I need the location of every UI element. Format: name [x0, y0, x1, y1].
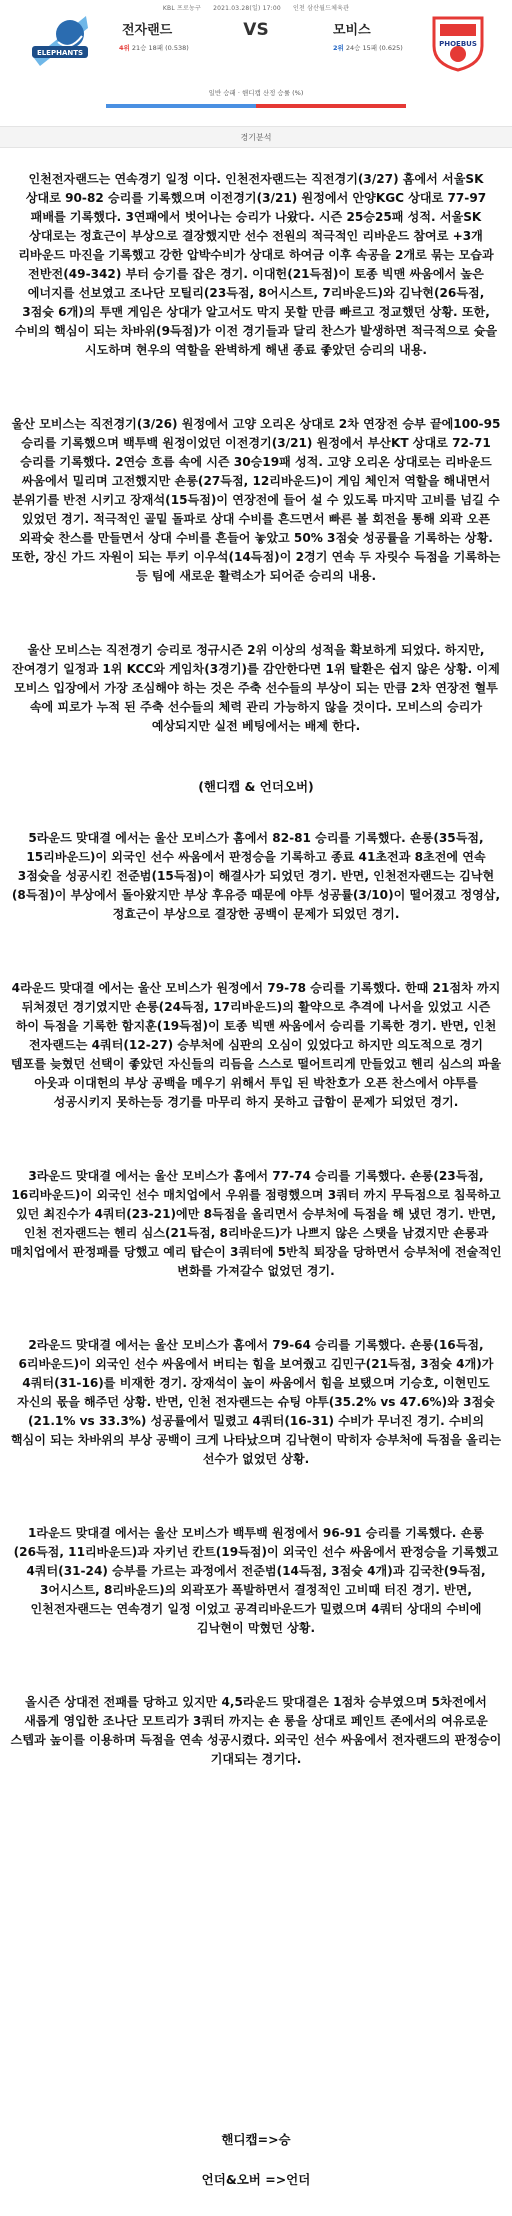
match-venue: 인천 삼산월드체육관 — [293, 5, 350, 12]
vs-label: VS — [243, 20, 269, 40]
analysis-paragraph-summary: 올시즌 상대전 전패를 당하고 있지만 4,5라운드 맞대결은 1점차 승부였으며 5차전에서 새롭게 영입한 조나단 모트리가 3쿼터 까지는 숀 롱을 상대로 페인트 존에서의 여유로운 스텝과 높이를 이용하며 득점을 연속 성공시켰다. 외국인 선수 싸움에서 전자랜드의 판정승이 기대되는 경기다. — [10, 1695, 502, 1766]
home-team-rank: 4위 — [119, 44, 130, 52]
handicap-pick: 핸디캡=>승 — [221, 2132, 291, 2147]
match-meta — [0, 3, 512, 12]
handicap-underover-heading: (핸디캡 & 언더오버) — [198, 779, 314, 794]
analysis-paragraph-round1: 1라운드 맞대결 에서는 울산 모비스가 백투백 원정에서 96-91 승리를 기록했다. 숀롱(26득점, 11리바운드)과 자키넌 칸트(19득점)이 외국인 선수 싸움에서 판정승을 기록했고 4쿼터(31-24) 승부를 가르는 과정에서 전준범(14득점, 3점슛 4개)과 김국찬(9득점, 3어시스트, 8리바운드)의 외곽포가 폭발하면서 결정적인 고비때 터진 경기. 반면, 인천전자랜드는 연속경기 일정 이었고 공격리바운드가 밀렸으며 4쿼터 상대의 수비에 김낙현이 막혔던 상황. — [13, 1526, 499, 1635]
home-team-wl: 21승 18패 (0.538) — [131, 44, 189, 52]
condition-bar — [106, 104, 406, 108]
analysis-paragraph-round3: 3라운드 맞대결 에서는 울산 모비스가 홈에서 77-74 승리를 기록했다. 숀롱(23득점, 16리바운드)이 외국인 선수 매치업에서 우위를 점령했으며 3쿼터 까지 무득점으로 침묵하고 있던 최진수가 4쿼터(23-21)에만 8득점을 올리면서 승부처에 득점을 해 냈던 경기. 반면, 인천 전자랜드는 헨리 심스(21득점, 8리바운드)가 나쁘지 않은 스탯을 남겼지만 숀롱과 매치업에서 판정패를 당했고 예리 탑슨이 3쿼터에 5반칙 퇴장을 당하면서 승부처에 전술적인 변화를 가져갈수 없었던 경기. — [10, 1169, 502, 1278]
underover-pick: 언더&오버 =>언더 — [201, 2172, 311, 2187]
analysis-paragraph-round4: 4라운드 맞대결 에서는 울산 모비스가 원정에서 79-78 승리를 기록했다. 한때 21점차 까지 뒤쳐졌던 경기였지만 숀롱(24득점, 17리바운드)의 활약으로 추격에 나서을 있었고 시즌 하이 득점을 기록한 함지훈(19득점)이 토종 빅맨 싸움에서 승리를 기록한 경기. 반면, 인천 전자랜드는 4쿼터(12-27) 승부처에 심판의 오심이 있었다고 하지만 의도적으로 경기 템포를 늦혔던 선택이 좋았던 자신들의 리듬을 스스로 떨어트리게 만들었고 헨리 심스의 파울 아웃과 이대헌의 부상 공백을 메우기 위해서 투입 된 박찬호가 오픈 찬스에서 야투를 성공시키지 못하는등 경기를 마무리 하지 못하고 급함이 문제가 되었던 경기. — [10, 981, 502, 1109]
match-datetime: 2021.03.28(일) 17:00 — [213, 5, 281, 12]
away-team-wl: 24승 15패 (0.625) — [345, 44, 403, 52]
condition-bar-home — [106, 104, 256, 108]
away-team-rank: 2위 — [333, 44, 344, 52]
away-team-record — [333, 43, 403, 52]
home-team-record — [119, 43, 189, 52]
analysis-paragraph-round5: 5라운드 맞대결 에서는 울산 모비스가 홈에서 82-81 승리를 기록했다. 숀롱(35득점, 15리바운드)이 외국인 선수 싸움에서 판정승을 기록하고 종료 41초전과 8초전에 연속 3점슛을 성공시킨 전준범(15득점)이 해결사가 되었던 경기. 반면, 인천전자랜드는 김낙현(8득점)이 부상에서 돌아왔지만 부상 후유증 때문에 야투 성공률(3/10)이 떨어졌고 정영삼, 정효근이 부상으로 결장한 공백이 문제가 되었던 경기. — [11, 831, 501, 921]
analysis-paragraph-outlook: 울산 모비스는 직전경기 승리로 정규시즌 2위 이상의 성적을 확보하게 되었다. 하지만, 잔여경기 일정과 1위 KCC와 게임차(3경기)를 감안한다면 1위 탈환은 쉽지 않은 상황. 이제 모비스 입장에서 가장 조심해야 하는 것은 주축 선수들의 부상이 되는 만큼 2차 연장전 혈투 속에 피로가 누적 된 주축 선수들의 체력 관리 가능하지 않을 것이다. 모비스의 승리가 예상되지만 실전 베팅에서는 배제 한다. — [12, 643, 500, 733]
section-title: 경기분석 — [0, 126, 512, 148]
condition-bar-away — [256, 104, 406, 108]
analysis-paragraph-away: 울산 모비스는 직전경기(3/26) 원정에서 고양 오리온 상대로 2차 연장전 승부 끝에100-95 승리를 기록했으며 백투백 원정이었던 이전경기(3/21) 원정에서 부산KT 상대로 72-71 승리를 기록했다. 2연승 흐름 속에 시즌 30승19패 성적. 고양 오리온 상대로는 리바운드 싸움에서 밀리며 고전했지만 숀롱(27득점, 12리바운드)이 게임 체인저 역할을 해내면서 분위기를 반전 시키고 장재석(15득점)이 연장전에 들어 설 수 있도록 마지막 고비를 넘길 수 있었던 경기. 적극적인 골밑 돌파로 상대 수비를 흔드면서 빠른 볼 회전을 통해 외곽 오픈 외곽슛 찬스를 만들면서 상대 수비를 흔들어 놓았고 50% 3점슛 성공률을 기록하는 상황. 또한, 장신 가드 자원이 되는 투키 이우석(14득점)이 2경기 연속 두 자릿수 득점을 기록하는 등 팀에 새로운 활력소가 되어준 승리의 내용. — [11, 417, 501, 583]
picks-section — [0, 2120, 512, 2200]
analysis-paragraph-round2: 2라운드 맞대결 에서는 울산 모비스가 홈에서 79-64 승리를 기록했다. 숀롱(16득점, 6리바운드)이 외국인 선수 싸움에서 버티는 힘을 보여줬고 김민구(21득점, 3점슛 4개)가 4쿼터(31-16)를 비재한 경기. 장재석이 높이 싸움에서 힘을 보탰으며 기승호, 이현민도 자신의 몫을 해주던 상황. 반면, 인천 전자랜드는 슈팅 야투(35.2% vs 47.6%)와 3점슛(21.1% vs 33.3%) 성공률에서 밀렸고 4쿼터(16-31) 수비가 무너진 경기. 수비의 핵심이 되는 차바위의 부상 공백이 크게 나타났으며 김낙현이 막히자 승부처에 득점을 올리는 선수가 없었던 상황. — [10, 1338, 502, 1466]
analysis-paragraph-home: 인천전자랜드는 연속경기 일정 이다. 인천전자랜드는 직전경기(3/27) 홈에서 서울SK 상대로 90-82 승리를 기록했으며 이전경기(3/21) 원정에서 안양KGC 상대로 77-97 패배를 기록했다. 3연패에서 벗어나는 승리가 나왔다. 시즌 25승25패 성적. 서울SK 상대로는 정효근이 부상으로 결장했지만 선수 전원의 적극적인 리바운드 참여로 +3개 리바운드 마진을 기록했고 강한 압박수비가 상대로 하여금 이후 속공을 2개로 묶는 모습과 전반전(49-342) 부터 승기를 잡은 경기. 이대헌(21득점)이 토종 빅맨 싸움에서 높은 에너지를 선보였고 조나단 모틸리(23득점, 8어시스트, 7리바운드)와 김낙현(26득점, 3점슛 6개)의 투맨 게임은 상대가 알고서도 막지 못할 만큼 빠르고 정교했던 상황. 또한, 수비의 핵심이 되는 차바위(9득점)가 이전 경기들과 달리 찬스가 발생하면 적극적으로 슛을 시도하며 현우의 역할을 완벽하게 해낸 종료 좋았던 승리의 내용. — [14, 172, 498, 357]
condition-label: 일반 승패 · 핸디캡 산정 승률 (%) — [208, 89, 304, 97]
home-team-logo[interactable] — [28, 12, 92, 72]
league-name: KBL 프로농구 — [162, 5, 201, 12]
home-logo-lettering: ELEPHANTS — [36, 49, 84, 57]
home-team-name[interactable]: 전자랜드 — [122, 23, 173, 38]
away-team-logo[interactable] — [426, 12, 490, 72]
match-header — [0, 0, 512, 150]
away-team-name[interactable]: 모비스 — [333, 23, 371, 38]
away-logo-lettering: PHOEBUS — [439, 40, 477, 48]
analysis-content — [10, 170, 502, 1824]
